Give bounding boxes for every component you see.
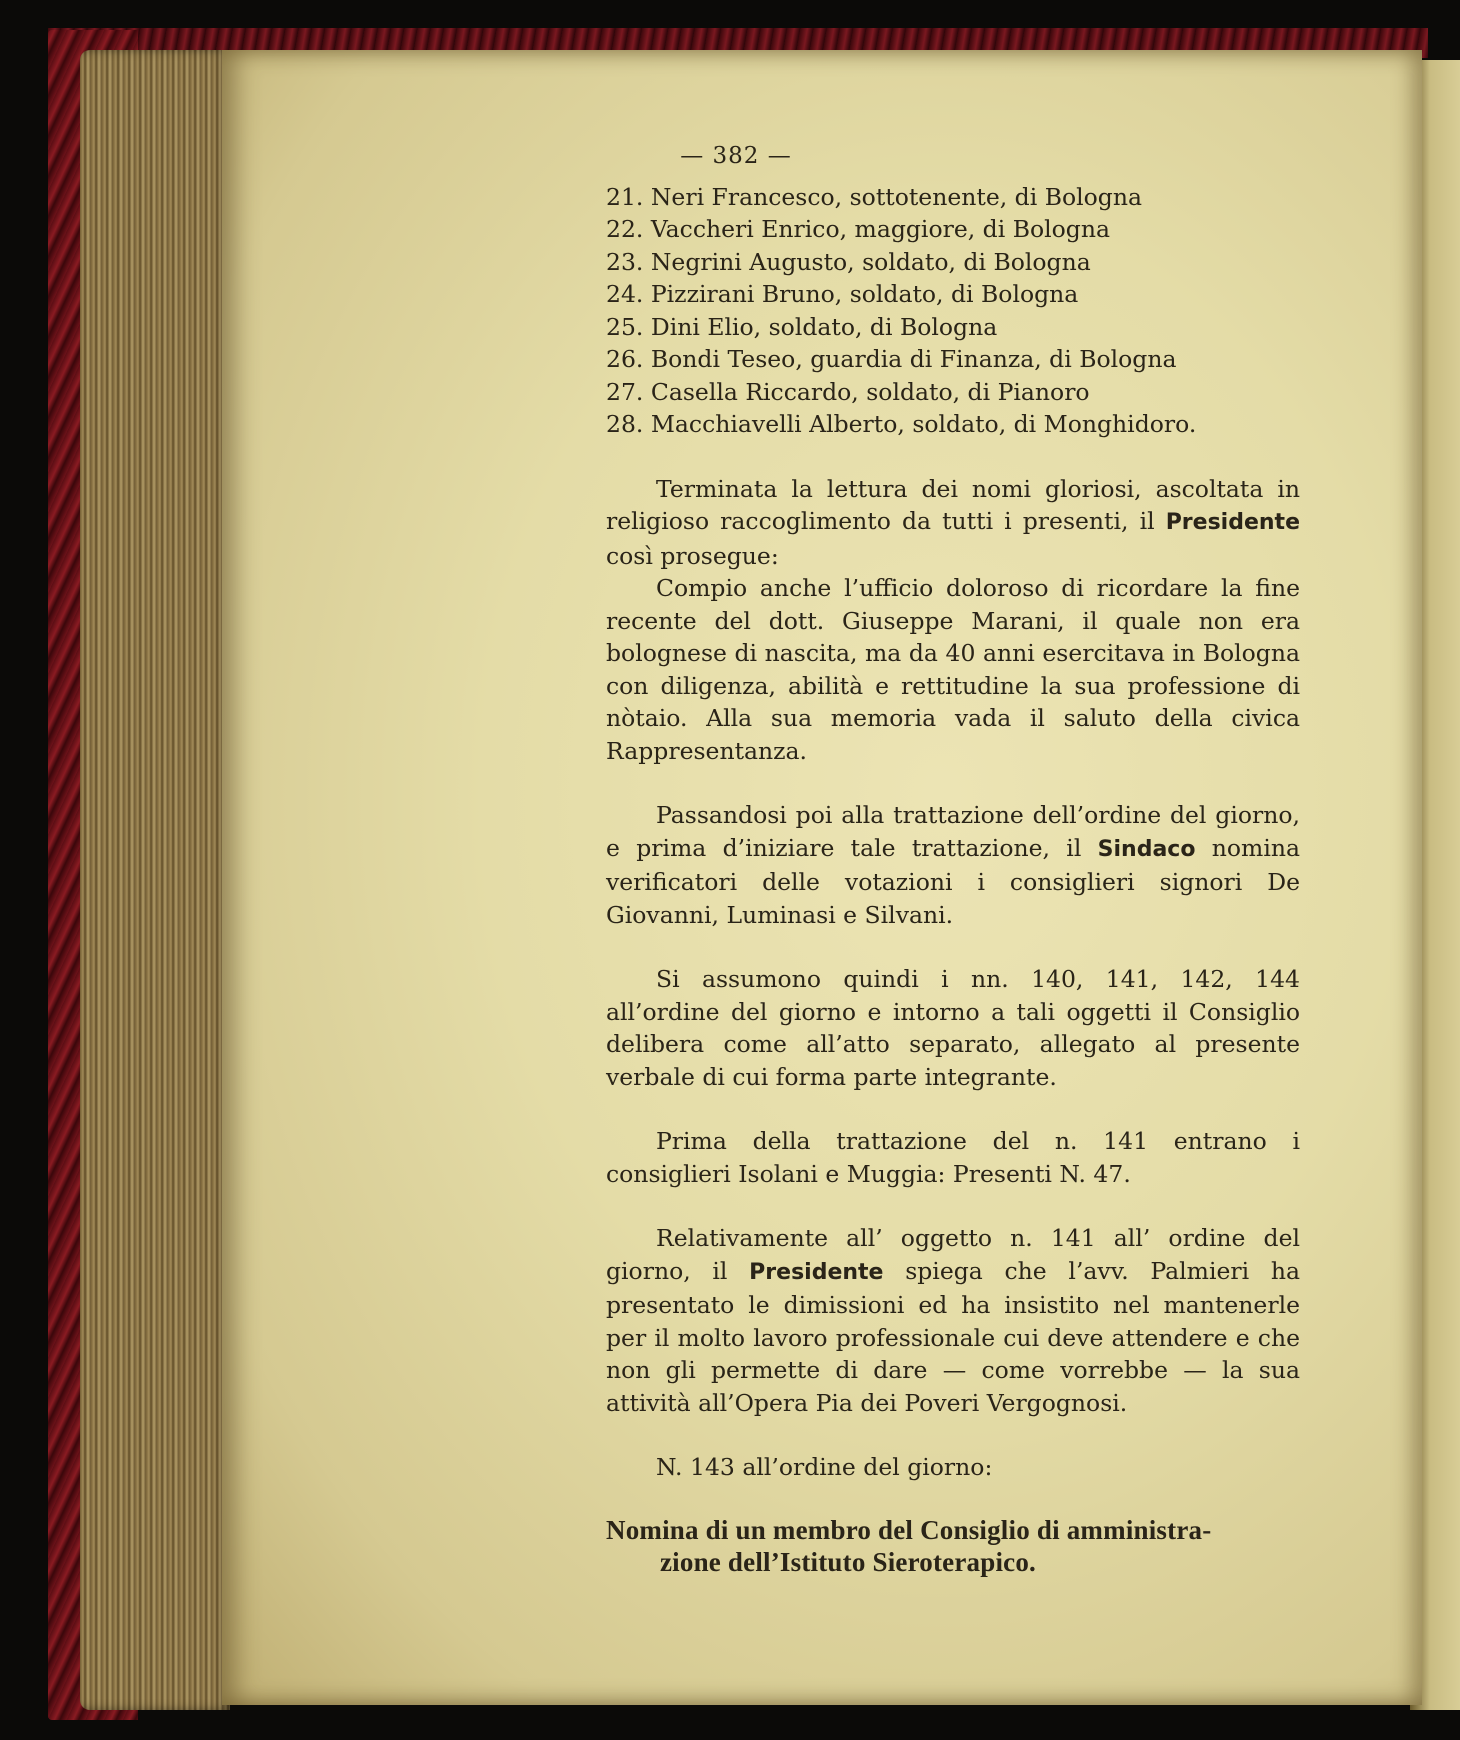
paragraph-marani: Compio anche l’ufficio doloroso di ricordare la fine recente del dott. Giuseppe Marani, il quale non era bolognese di nascita, ma da 40 anni esercitava in Bologna con diligenza, abilità e rettitudine la sua professione di nòtaio. Alla sua memoria vada il saluto della civica Rappresentanza. xyxy=(606,574,1300,765)
list-item: 27. Casella Riccardo, soldato, di Pianoro xyxy=(606,377,1090,406)
list-item: 23. Negrini Augusto, soldato, di Bologna xyxy=(606,247,1091,276)
list-item: 25. Dini Elio, soldato, di Bologna xyxy=(606,312,998,341)
list-item: 24. Pizzirani Bruno, soldato, di Bologna xyxy=(606,280,1079,308)
paragraph-presidente-prosegue: Terminata la lettura dei nomi gloriosi, ascoltata in religioso raccoglimento da tutti i presenti, il Presidente così prosegue: xyxy=(606,474,1300,570)
heading-line-1: Nomina di un membro del Consiglio di amministra- xyxy=(606,1514,1212,1545)
section-heading xyxy=(606,1514,1300,1578)
page-text xyxy=(606,140,1300,1578)
list-item: 26. Bondi Teseo, guardia di Finanza, di Bologna xyxy=(606,345,1177,373)
paragraph-n143: N. 143 all’ordine del giorno: xyxy=(656,1453,993,1481)
fallen-list xyxy=(606,181,1300,441)
paragraph-palmieri: Relativamente all’ oggetto n. 141 all’ ordine del giorno, il Presidente spiega che l’avv. Palmieri ha presentato le dimissioni ed ha insistito nel mantenerle per il molto lavoro professionale cui deve attendere e che non gli permette di dare — come vorrebbe — la sua attività all’Opera Pia dei Poveri Vergognosi. xyxy=(606,1224,1300,1417)
heading-line-2: zione dell’Istituto Sieroterapico. xyxy=(660,1546,1036,1577)
list-item: 21. Neri Francesco, sottotenente, di Bologna xyxy=(606,182,1142,211)
paragraph-presenti: Prima della trattazione del n. 141 entrano i consiglieri Isolani e Muggia: Presenti N. 47. xyxy=(606,1127,1300,1188)
paragraph-ordine-giorno: Si assumono quindi i nn. 140, 141, 142, 144 all’ordine del giorno e intorno a tali oggetti il Consiglio delibera come all’atto separato, allegato al presente verbale di cui forma parte integrante. xyxy=(606,965,1300,1091)
page-edges xyxy=(80,50,230,1710)
paragraph-verificatori: Passandosi poi alla trattazione dell’ordine del giorno, e prima d’iniziare tale trattazione, il Sindaco nomina verificatori delle votazioni i consiglieri signori De Giovanni, Luminasi e Silvani. xyxy=(606,801,1300,929)
page-number: — 382 — xyxy=(680,143,792,169)
list-item: 22. Vaccheri Enrico, maggiore, di Bologna xyxy=(606,215,1110,243)
list-item: 28. Macchiavelli Alberto, soldato, di Monghidoro. xyxy=(606,410,1197,438)
